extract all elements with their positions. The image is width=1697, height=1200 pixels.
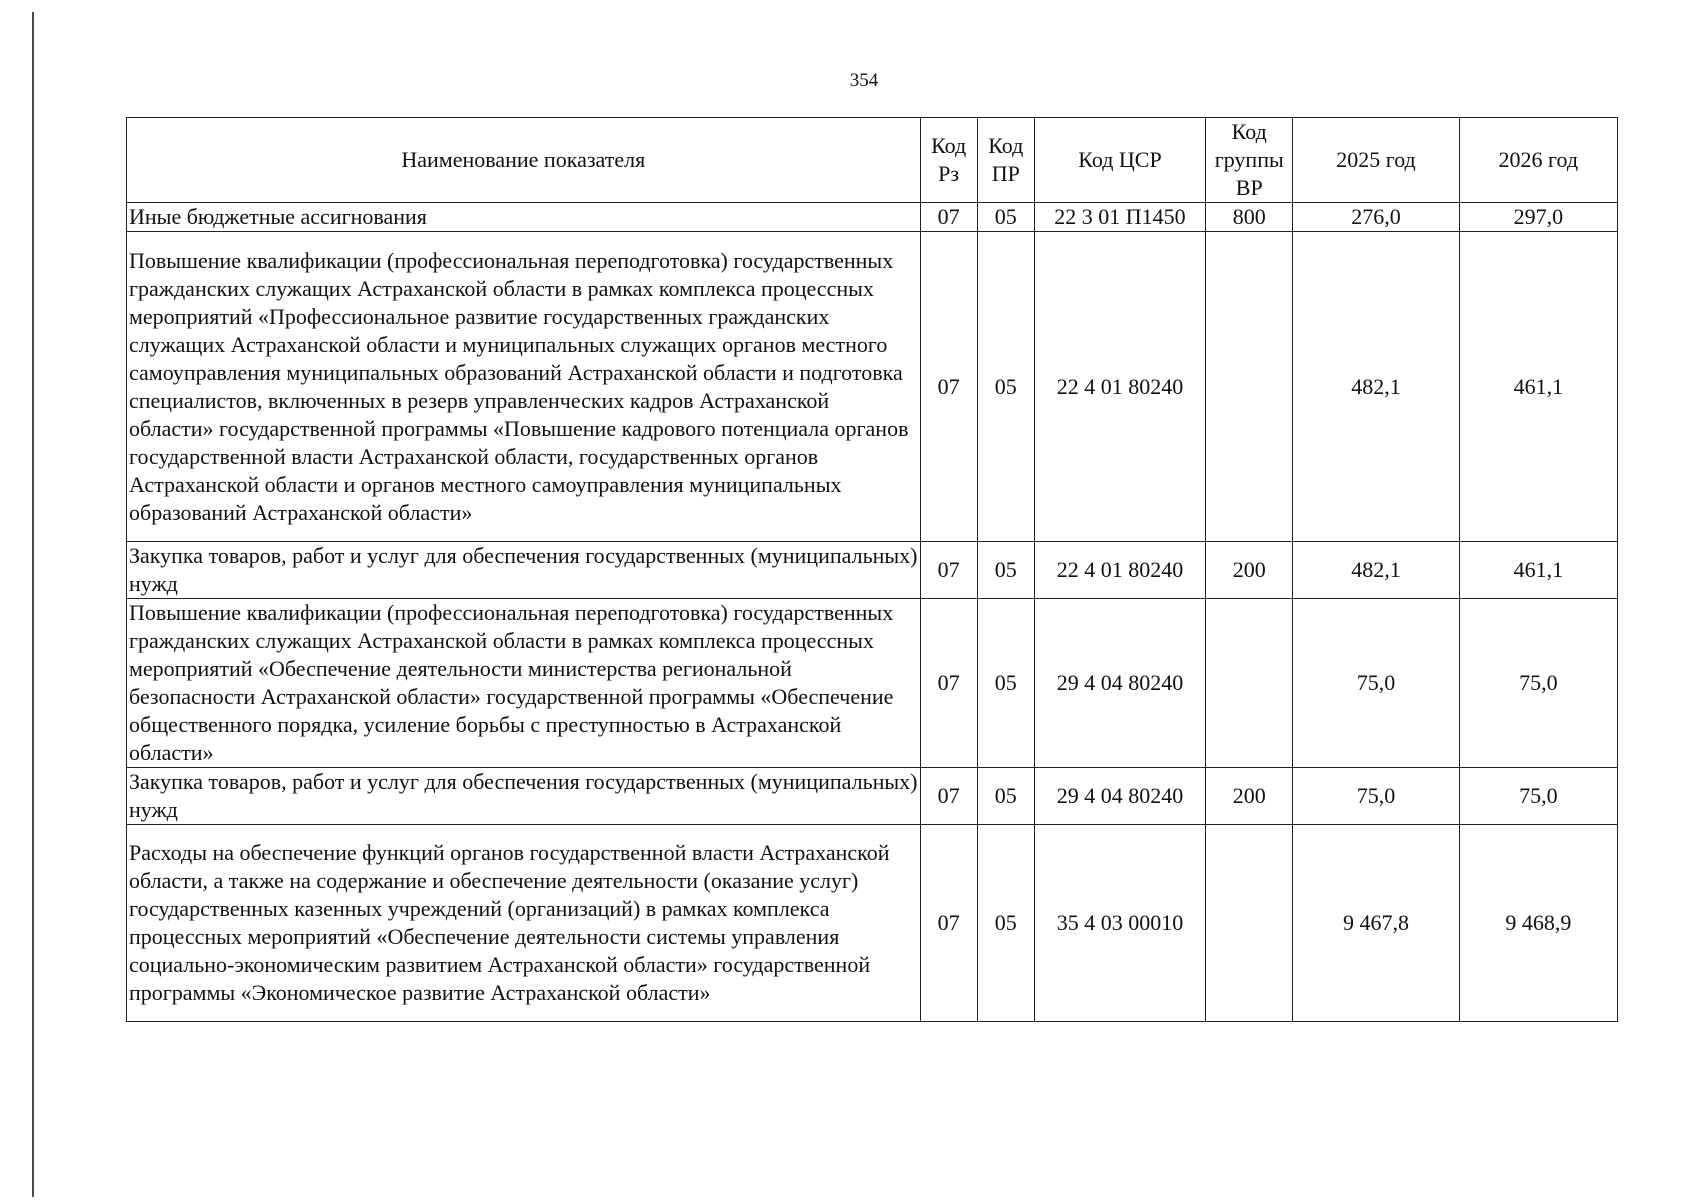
cell-pr: 05	[977, 825, 1034, 1022]
cell-csr: 22 3 01 П1450	[1034, 203, 1205, 232]
cell-2026: 461,1	[1459, 542, 1617, 599]
cell-2026: 461,1	[1459, 232, 1617, 542]
cell-csr: 22 4 01 80240	[1034, 232, 1205, 542]
cell-pr: 05	[977, 542, 1034, 599]
table-row	[127, 542, 1618, 599]
cell-2025: 482,1	[1293, 542, 1459, 599]
table-header-row	[127, 118, 1618, 203]
cell-pr: 05	[977, 203, 1034, 232]
header-name: Наименование показателя	[127, 118, 921, 203]
cell-2025: 276,0	[1293, 203, 1459, 232]
cell-2026: 75,0	[1459, 768, 1617, 825]
cell-rz: 07	[920, 825, 977, 1022]
header-csr: Код ЦСР	[1034, 118, 1205, 203]
table-row	[127, 825, 1618, 1022]
cell-vr: 800	[1206, 203, 1293, 232]
cell-csr: 35 4 03 00010	[1034, 825, 1205, 1022]
header-2025: 2025 год	[1293, 118, 1459, 203]
table-row	[127, 232, 1618, 542]
table-row	[127, 203, 1618, 232]
cell-rz: 07	[920, 542, 977, 599]
cell-pr: 05	[977, 232, 1034, 542]
header-rz: Код Рз	[920, 118, 977, 203]
cell-vr	[1206, 599, 1293, 768]
cell-csr: 29 4 04 80240	[1034, 768, 1205, 825]
cell-name: Закупка товаров, работ и услуг для обеспечения государственных (муниципальных) нужд	[127, 768, 921, 825]
cell-2026: 297,0	[1459, 203, 1617, 232]
header-vr: Код группы ВР	[1206, 118, 1293, 203]
cell-2026: 75,0	[1459, 599, 1617, 768]
cell-name: Закупка товаров, работ и услуг для обеспечения государственных (муниципальных) нужд	[127, 542, 921, 599]
cell-2026: 9 468,9	[1459, 825, 1617, 1022]
binding-margin-line	[32, 12, 34, 1197]
cell-name: Расходы на обеспечение функций органов государственной власти Астраханской области, а также на содержание и обеспечение деятельности (оказание услуг) государственных казенных учреждений (организаций) в рамках комплекса процессных мероприятий «Обеспечение деятельности системы управления социально-экономическим развитием Астраханской области» государственной программы «Экономическое развитие Астраханской области»	[127, 825, 921, 1022]
cell-2025: 75,0	[1293, 599, 1459, 768]
cell-csr: 22 4 01 80240	[1034, 542, 1205, 599]
cell-vr	[1206, 825, 1293, 1022]
cell-2025: 482,1	[1293, 232, 1459, 542]
cell-2025: 75,0	[1293, 768, 1459, 825]
header-2026: 2026 год	[1459, 118, 1617, 203]
cell-name: Иные бюджетные ассигнования	[127, 203, 921, 232]
cell-rz: 07	[920, 599, 977, 768]
budget-table	[126, 117, 1618, 1022]
table-row	[127, 768, 1618, 825]
cell-vr: 200	[1206, 768, 1293, 825]
header-pr: Код ПР	[977, 118, 1034, 203]
cell-name: Повышение квалификации (профессиональная переподготовка) государственных гражданских служащих Астраханской области в рамках комплекса процессных мероприятий «Обеспечение деятельности министерства региональной безопасности Астраханской области» государственной программы «Обеспечение общественного порядка, усиление борьбы с преступностью в Астраханской области»	[127, 599, 921, 768]
cell-vr: 200	[1206, 542, 1293, 599]
cell-rz: 07	[920, 232, 977, 542]
cell-pr: 05	[977, 768, 1034, 825]
table-row	[127, 599, 1618, 768]
cell-rz: 07	[920, 203, 977, 232]
page-number: 354	[849, 70, 879, 91]
cell-csr: 29 4 04 80240	[1034, 599, 1205, 768]
cell-vr	[1206, 232, 1293, 542]
cell-2025: 9 467,8	[1293, 825, 1459, 1022]
cell-name: Повышение квалификации (профессиональная переподготовка) государственных гражданских служащих Астраханской области в рамках комплекса процессных мероприятий «Профессиональное развитие государственных гражданских служащих Астраханской области и муниципальных служащих органов местного самоуправления муниципальных образований Астраханской области и подготовка специалистов, включенных в резерв управленческих кадров Астраханской области» государственной программы «Повышение кадрового потенциала органов государственной власти Астраханской области, государственных органов Астраханской области и органов местного самоуправления муниципальных образований Астраханской области»	[127, 232, 921, 542]
cell-rz: 07	[920, 768, 977, 825]
cell-pr: 05	[977, 599, 1034, 768]
